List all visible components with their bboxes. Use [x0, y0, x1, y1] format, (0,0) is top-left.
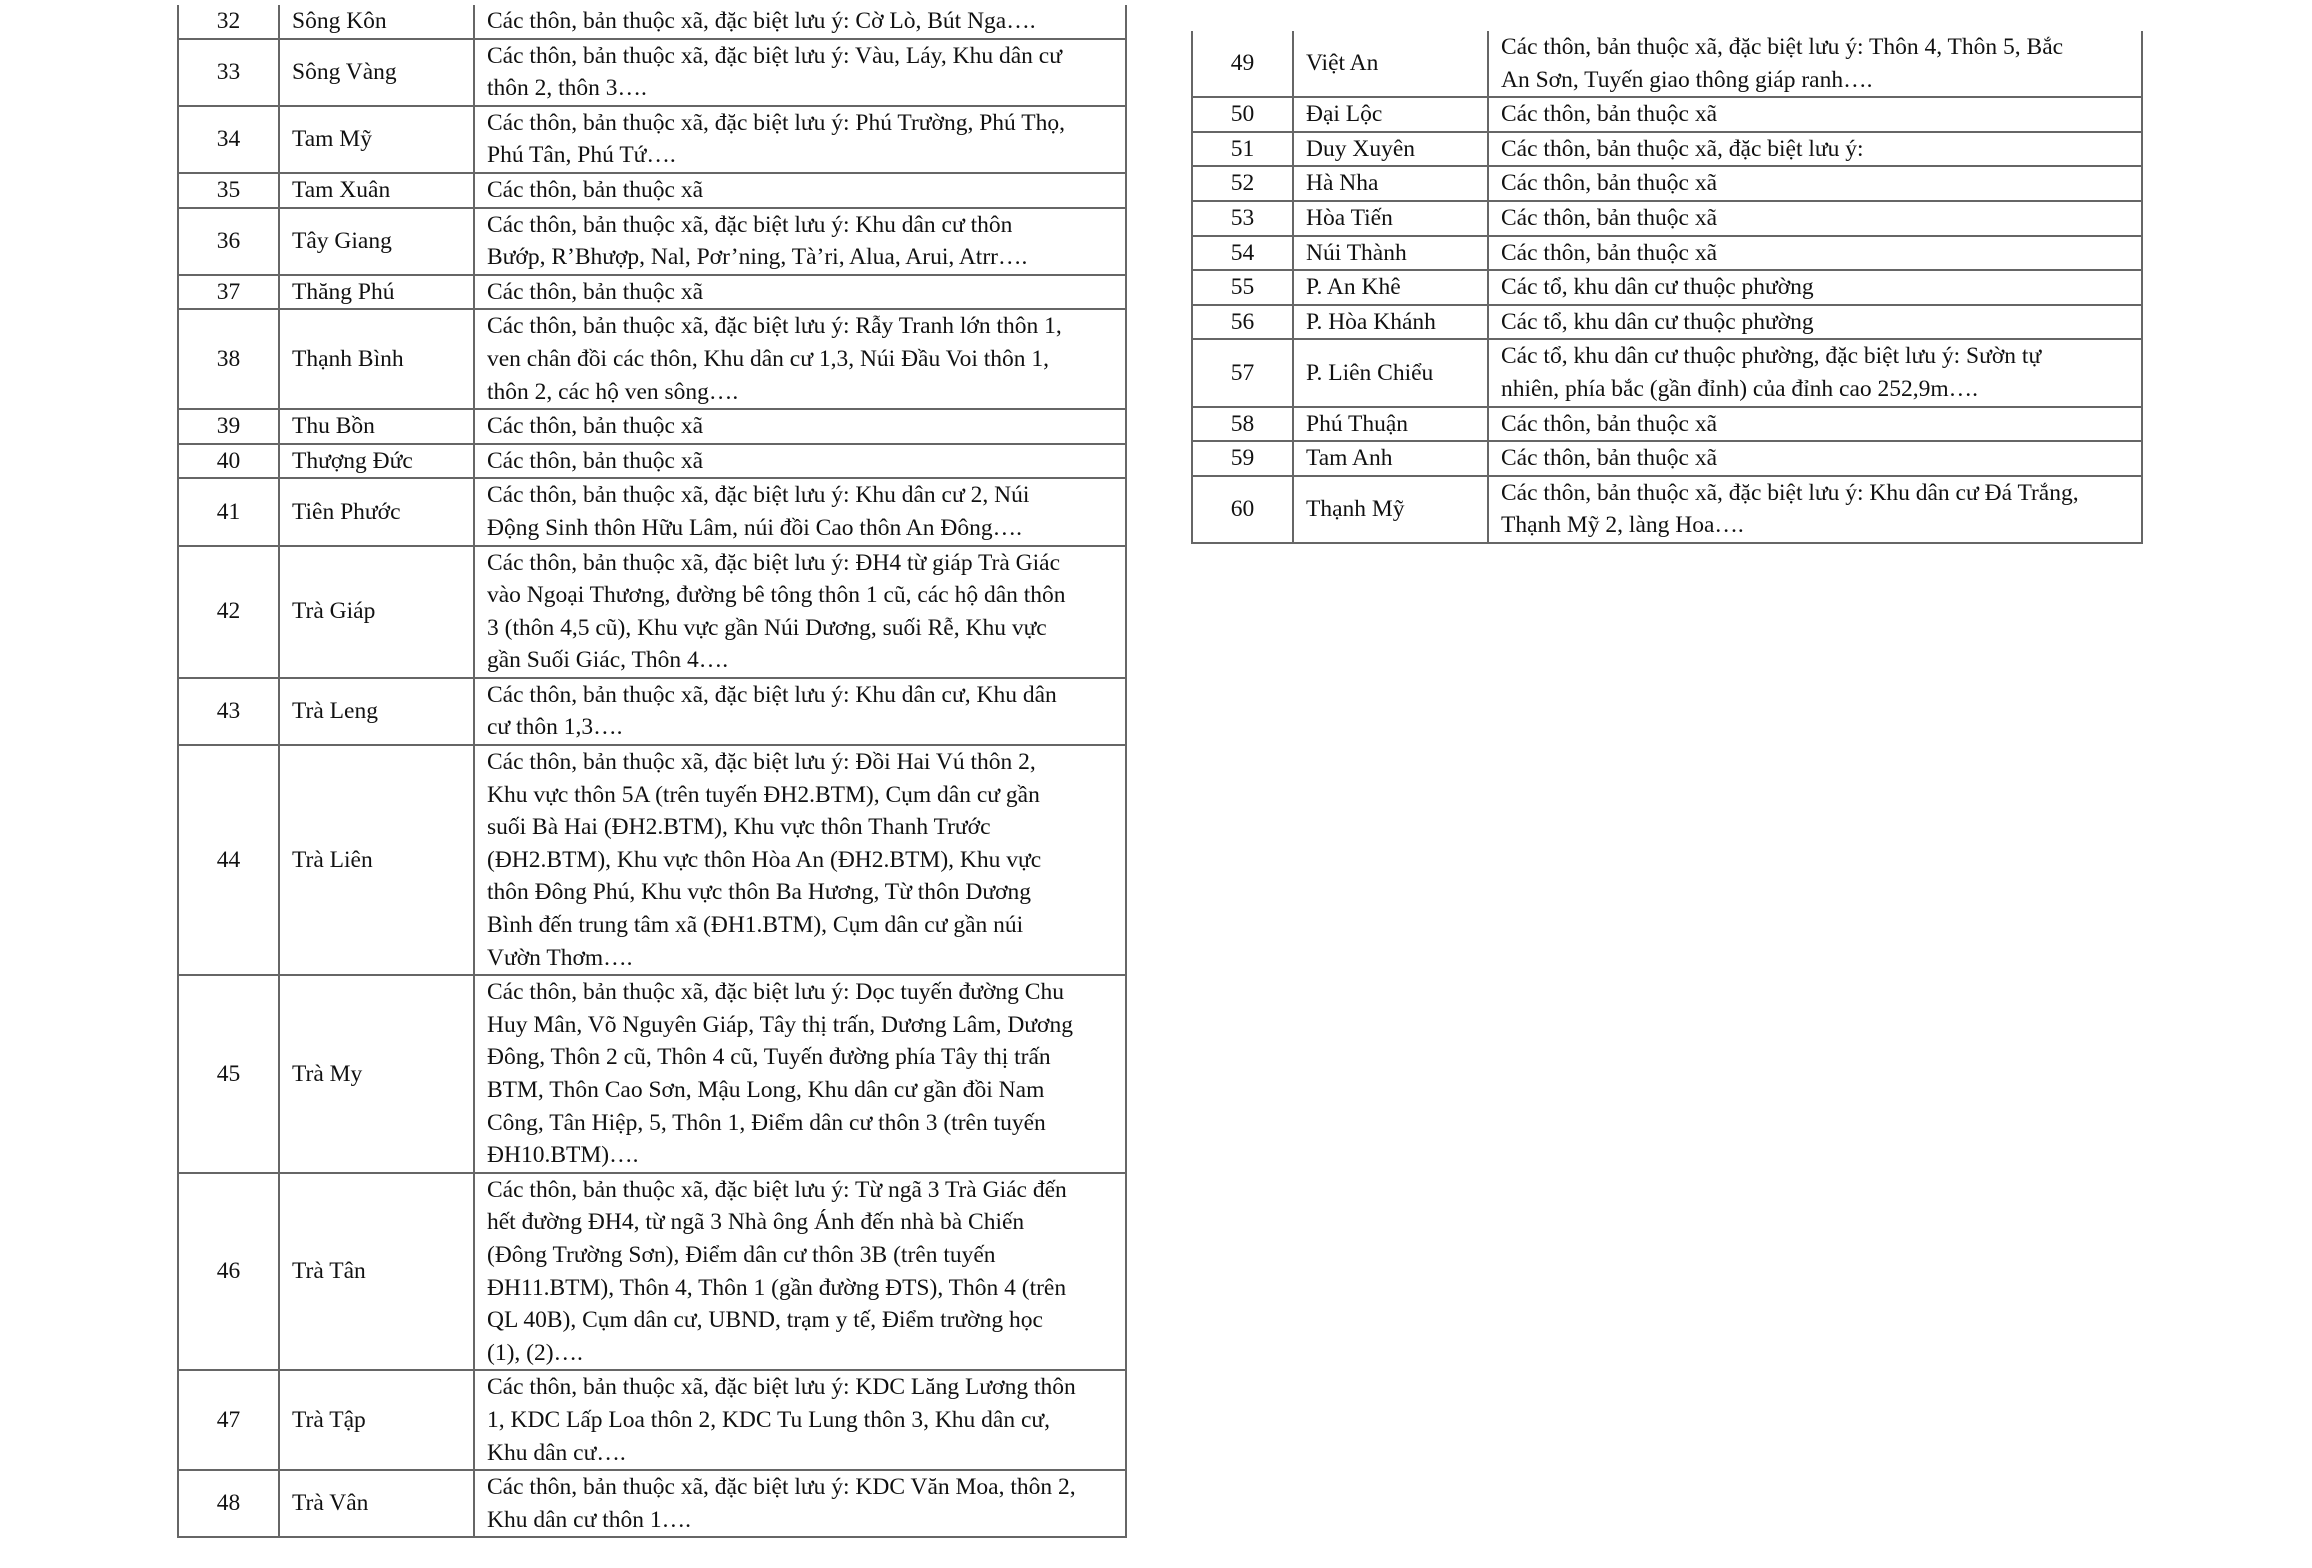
table-row [178, 678, 1126, 745]
description-line: Các thôn, bản thuộc xã [1501, 170, 1718, 197]
description-line: hết đường ĐH4, từ ngã 3 Nhà ông Ánh đến nhà bà Chiến [487, 1209, 1025, 1236]
table-row [178, 444, 1126, 479]
row-number: 49 [1192, 31, 1293, 97]
row-number: 44 [178, 745, 279, 975]
description-line: gần Suối Giác, Thôn 4…. [487, 647, 729, 674]
locality-description [474, 106, 1126, 173]
locality-description [1488, 476, 2142, 543]
table-row [1192, 305, 2142, 340]
description-line: ĐH10.BTM)…. [487, 1142, 639, 1169]
table-row [178, 546, 1126, 678]
description-line: vào Ngoại Thương, đường bê tông thôn 1 cũ, các hộ dân thôn [487, 582, 1066, 609]
locality-description [474, 275, 1126, 310]
locality-table-left-body [178, 5, 1126, 1537]
locality-table-left [177, 5, 1127, 1538]
locality-description [1488, 305, 2142, 340]
description-line: BTM, Thôn Cao Sơn, Mậu Long, Khu dân cư gần đồi Nam [487, 1077, 1045, 1103]
locality-description [474, 1470, 1126, 1537]
row-number: 37 [178, 275, 279, 310]
table-row [1192, 476, 2142, 543]
description-line: Các thôn, bản thuộc xã, đặc biệt lưu ý: KDC Lăng Lương thôn [487, 1374, 1076, 1401]
row-number: 55 [1192, 270, 1293, 305]
table-row [1192, 407, 2142, 442]
locality-name: Sông Vàng [279, 39, 474, 106]
row-number: 43 [178, 678, 279, 745]
locality-description [1488, 201, 2142, 236]
description-line: Công, Tân Hiệp, 5, Thôn 1, Điểm dân cư thôn 3 (trên tuyến [487, 1109, 1046, 1136]
table-row [178, 208, 1126, 275]
locality-name: Tam Anh [1293, 441, 1488, 476]
locality-description [1488, 270, 2142, 305]
description-line: Các thôn, bản thuộc xã, đặc biệt lưu ý: Vàu, Láy, Khu dân cư [487, 42, 1062, 69]
row-number: 39 [178, 409, 279, 444]
description-line: Các tổ, khu dân cư thuộc phường, đặc biệt lưu ý: Sườn tự [1501, 343, 2042, 370]
locality-description [474, 478, 1126, 545]
locality-name: Trà Leng [279, 678, 474, 745]
description-line: nhiên, phía bắc (gần đỉnh) của đỉnh cao 252,9m…. [1501, 375, 1979, 402]
locality-name: Tây Giang [279, 208, 474, 275]
description-line: Các thôn, bản thuộc xã [1501, 410, 1718, 437]
description-line: Đông, Thôn 2 cũ, Thôn 4 cũ, Tuyến đường phía Tây thị trấn [487, 1044, 1051, 1071]
row-number: 50 [1192, 97, 1293, 132]
table-row [178, 275, 1126, 310]
row-number: 47 [178, 1370, 279, 1470]
locality-name: Trà Tập [279, 1370, 474, 1470]
description-line: ĐH11.BTM), Thôn 4, Thôn 1 (gần đường ĐTS), Thôn 4 (trên [487, 1274, 1067, 1301]
description-line: Phú Tân, Phú Tứ…. [487, 142, 676, 169]
description-line: Động Sinh thôn Hữu Lâm, núi đồi Cao thôn An Đông…. [487, 514, 1022, 541]
description-line: Bướp, R’Bhượp, Nal, Pơr’ning, Tà’ri, Alua, Arui, Atrr…. [487, 244, 1028, 271]
locality-table-right [1191, 31, 2143, 544]
description-line: Bình đến trung tâm xã (ĐH1.BTM), Cụm dân cư gần núi [487, 912, 1024, 939]
locality-name: Thạnh Bình [279, 309, 474, 409]
description-line: Các thôn, bản thuộc xã, đặc biệt lưu ý: Phú Trường, Phú Thọ, [487, 109, 1065, 136]
description-line: Các thôn, bản thuộc xã [1501, 445, 1718, 472]
table-row [1192, 97, 2142, 132]
table-row [1192, 270, 2142, 305]
locality-name: Đại Lộc [1293, 97, 1488, 132]
locality-name: Hà Nha [1293, 166, 1488, 201]
locality-description [474, 173, 1126, 208]
description-line: Các thôn, bản thuộc xã [1501, 239, 1718, 266]
description-line: cư thôn 1,3…. [487, 714, 623, 741]
locality-name: P. An Khê [1293, 270, 1488, 305]
description-line: (1), (2)…. [487, 1339, 583, 1366]
table-row [178, 1470, 1126, 1537]
table-row [1192, 166, 2142, 201]
description-line: thôn 2, các hộ ven sông…. [487, 378, 739, 405]
table-row [178, 1173, 1126, 1371]
locality-name: Thạnh Mỹ [1293, 476, 1488, 543]
table-row [178, 478, 1126, 545]
description-line: Các thôn, bản thuộc xã, đặc biệt lưu ý: Khu dân cư Đá Trắng, [1501, 479, 2079, 506]
locality-description [1488, 97, 2142, 132]
locality-description [474, 678, 1126, 745]
row-number: 38 [178, 309, 279, 409]
locality-description [474, 1370, 1126, 1470]
description-line: Các thôn, bản thuộc xã, đặc biệt lưu ý: Thôn 4, Thôn 5, Bắc [1501, 34, 2064, 60]
row-number: 48 [178, 1470, 279, 1537]
locality-description [1488, 339, 2142, 406]
description-line: 1, KDC Lấp Loa thôn 2, KDC Tu Lung thôn 3, Khu dân cư, [487, 1406, 1051, 1433]
row-number: 52 [1192, 166, 1293, 201]
description-line: Các thôn, bản thuộc xã [1501, 101, 1718, 128]
locality-description [1488, 407, 2142, 442]
description-line: (Đông Trường Sơn), Điểm dân cư thôn 3B (trên tuyến [487, 1241, 996, 1268]
table-row [178, 39, 1126, 106]
description-line: suối Bà Hai (ĐH2.BTM), Khu vực thôn Thanh Trước [487, 814, 991, 841]
table-row [178, 975, 1126, 1173]
description-line: Các thôn, bản thuộc xã, đặc biệt lưu ý: Đồi Hai Vú thôn 2, [487, 749, 1036, 776]
table-row [178, 106, 1126, 173]
description-line: Các thôn, bản thuộc xã, đặc biệt lưu ý: [1501, 135, 1864, 162]
locality-name: Trà Vân [279, 1470, 474, 1537]
locality-name: Duy Xuyên [1293, 132, 1488, 167]
locality-table-right-body [1192, 31, 2142, 543]
row-number: 35 [178, 173, 279, 208]
locality-description [1488, 166, 2142, 201]
locality-name: Thăng Phú [279, 275, 474, 310]
locality-description [1488, 132, 2142, 167]
row-number: 59 [1192, 441, 1293, 476]
table-row [1192, 201, 2142, 236]
locality-name: Trà Liên [279, 745, 474, 975]
row-number: 60 [1192, 476, 1293, 543]
description-line: Các thôn, bản thuộc xã, đặc biệt lưu ý: ĐH4 từ giáp Trà Giác [487, 549, 1061, 576]
table-row [1192, 339, 2142, 406]
row-number: 33 [178, 39, 279, 106]
description-line: Các thôn, bản thuộc xã [1501, 204, 1718, 231]
description-line: Khu vực thôn 5A (trên tuyến ĐH2.BTM), Cụm dân cư gần [487, 781, 1040, 808]
locality-name: Tam Mỹ [279, 106, 474, 173]
description-line: Các thôn, bản thuộc xã [487, 447, 704, 474]
table-row [178, 409, 1126, 444]
row-number: 56 [1192, 305, 1293, 340]
row-number: 45 [178, 975, 279, 1173]
locality-description [474, 208, 1126, 275]
table-row [178, 1370, 1126, 1470]
description-line: Các thôn, bản thuộc xã, đặc biệt lưu ý: Khu dân cư, Khu dân [487, 681, 1057, 708]
description-line: Khu dân cư…. [487, 1439, 626, 1466]
description-line: Các thôn, bản thuộc xã, đặc biệt lưu ý: Cờ Lò, Bút Nga…. [487, 8, 1036, 34]
description-line: Các thôn, bản thuộc xã [487, 278, 704, 305]
row-number: 51 [1192, 132, 1293, 167]
locality-name: Tam Xuân [279, 173, 474, 208]
locality-description [474, 5, 1126, 39]
table-row [1192, 132, 2142, 167]
description-line: Các thôn, bản thuộc xã, đặc biệt lưu ý: KDC Văn Moa, thôn 2, [487, 1474, 1076, 1501]
locality-name: Trà Tân [279, 1173, 474, 1371]
row-number: 40 [178, 444, 279, 479]
locality-name: P. Liên Chiểu [1293, 339, 1488, 406]
row-number: 42 [178, 546, 279, 678]
description-line: thôn 2, thôn 3…. [487, 75, 647, 102]
locality-name: Núi Thành [1293, 236, 1488, 271]
description-line: Các thôn, bản thuộc xã, đặc biệt lưu ý: Khu dân cư 2, Núi [487, 482, 1030, 509]
description-line: Thạnh Mỹ 2, làng Hoa…. [1501, 512, 1744, 539]
locality-description [474, 39, 1126, 106]
table-row [1192, 441, 2142, 476]
locality-name: Phú Thuận [1293, 407, 1488, 442]
description-line: Các tổ, khu dân cư thuộc phường [1501, 274, 1814, 301]
row-number: 57 [1192, 339, 1293, 406]
table-row [1192, 236, 2142, 271]
locality-name: Tiên Phước [279, 478, 474, 545]
description-line: Các thôn, bản thuộc xã [487, 176, 704, 203]
description-line: An Sơn, Tuyến giao thông giáp ranh…. [1501, 66, 1873, 93]
locality-description [474, 1173, 1126, 1371]
table-row [1192, 31, 2142, 97]
description-line: Các thôn, bản thuộc xã, đặc biệt lưu ý: Khu dân cư thôn [487, 211, 1013, 238]
description-line: QL 40B), Cụm dân cư, UBND, trạm y tế, Điểm trường học [487, 1307, 1043, 1334]
locality-description [474, 975, 1126, 1173]
row-number: 36 [178, 208, 279, 275]
locality-name: Sông Kôn [279, 5, 474, 39]
row-number: 58 [1192, 407, 1293, 442]
description-line: Các thôn, bản thuộc xã [487, 413, 704, 440]
description-line: Các thôn, bản thuộc xã, đặc biệt lưu ý: Từ ngã 3 Trà Giác đến [487, 1176, 1067, 1203]
row-number: 41 [178, 478, 279, 545]
locality-description [474, 409, 1126, 444]
row-number: 54 [1192, 236, 1293, 271]
description-line: Khu dân cư thôn 1…. [487, 1506, 691, 1533]
locality-description [1488, 441, 2142, 476]
description-line: Huy Mân, Võ Nguyên Giáp, Tây thị trấn, Dương Lâm, Dương [487, 1011, 1073, 1038]
description-line: ven chân đồi các thôn, Khu dân cư 1,3, Núi Đầu Voi thôn 1, [487, 345, 1050, 372]
description-line: Các tổ, khu dân cư thuộc phường [1501, 308, 1814, 335]
locality-name: Trà My [279, 975, 474, 1173]
description-line: thôn Đông Phú, Khu vực thôn Ba Hương, Từ thôn Dương [487, 879, 1032, 906]
locality-description [474, 444, 1126, 479]
row-number: 46 [178, 1173, 279, 1371]
locality-description [474, 745, 1126, 975]
table-row [178, 309, 1126, 409]
locality-name: Việt An [1293, 31, 1488, 97]
table-row [178, 173, 1126, 208]
row-number: 32 [178, 5, 279, 39]
table-row [178, 5, 1126, 39]
locality-description [474, 546, 1126, 678]
description-line: Vườn Thơm…. [487, 944, 633, 971]
description-line: 3 (thôn 4,5 cũ), Khu vực gần Núi Dương, suối Rễ, Khu vực [487, 614, 1047, 641]
locality-name: Trà Giáp [279, 546, 474, 678]
locality-name: Hòa Tiến [1293, 201, 1488, 236]
description-line: (ĐH2.BTM), Khu vực thôn Hòa An (ĐH2.BTM), Khu vực [487, 846, 1042, 873]
row-number: 34 [178, 106, 279, 173]
row-number: 53 [1192, 201, 1293, 236]
description-line: Các thôn, bản thuộc xã, đặc biệt lưu ý: Rẫy Tranh lớn thôn 1, [487, 313, 1062, 340]
locality-description [1488, 236, 2142, 271]
locality-description [474, 309, 1126, 409]
table-row [178, 745, 1126, 975]
locality-name: Thu Bồn [279, 409, 474, 444]
locality-description [1488, 31, 2142, 97]
locality-name: Thượng Đức [279, 444, 474, 479]
locality-name: P. Hòa Khánh [1293, 305, 1488, 340]
description-line: Các thôn, bản thuộc xã, đặc biệt lưu ý: Dọc tuyến đường Chu [487, 979, 1064, 1006]
